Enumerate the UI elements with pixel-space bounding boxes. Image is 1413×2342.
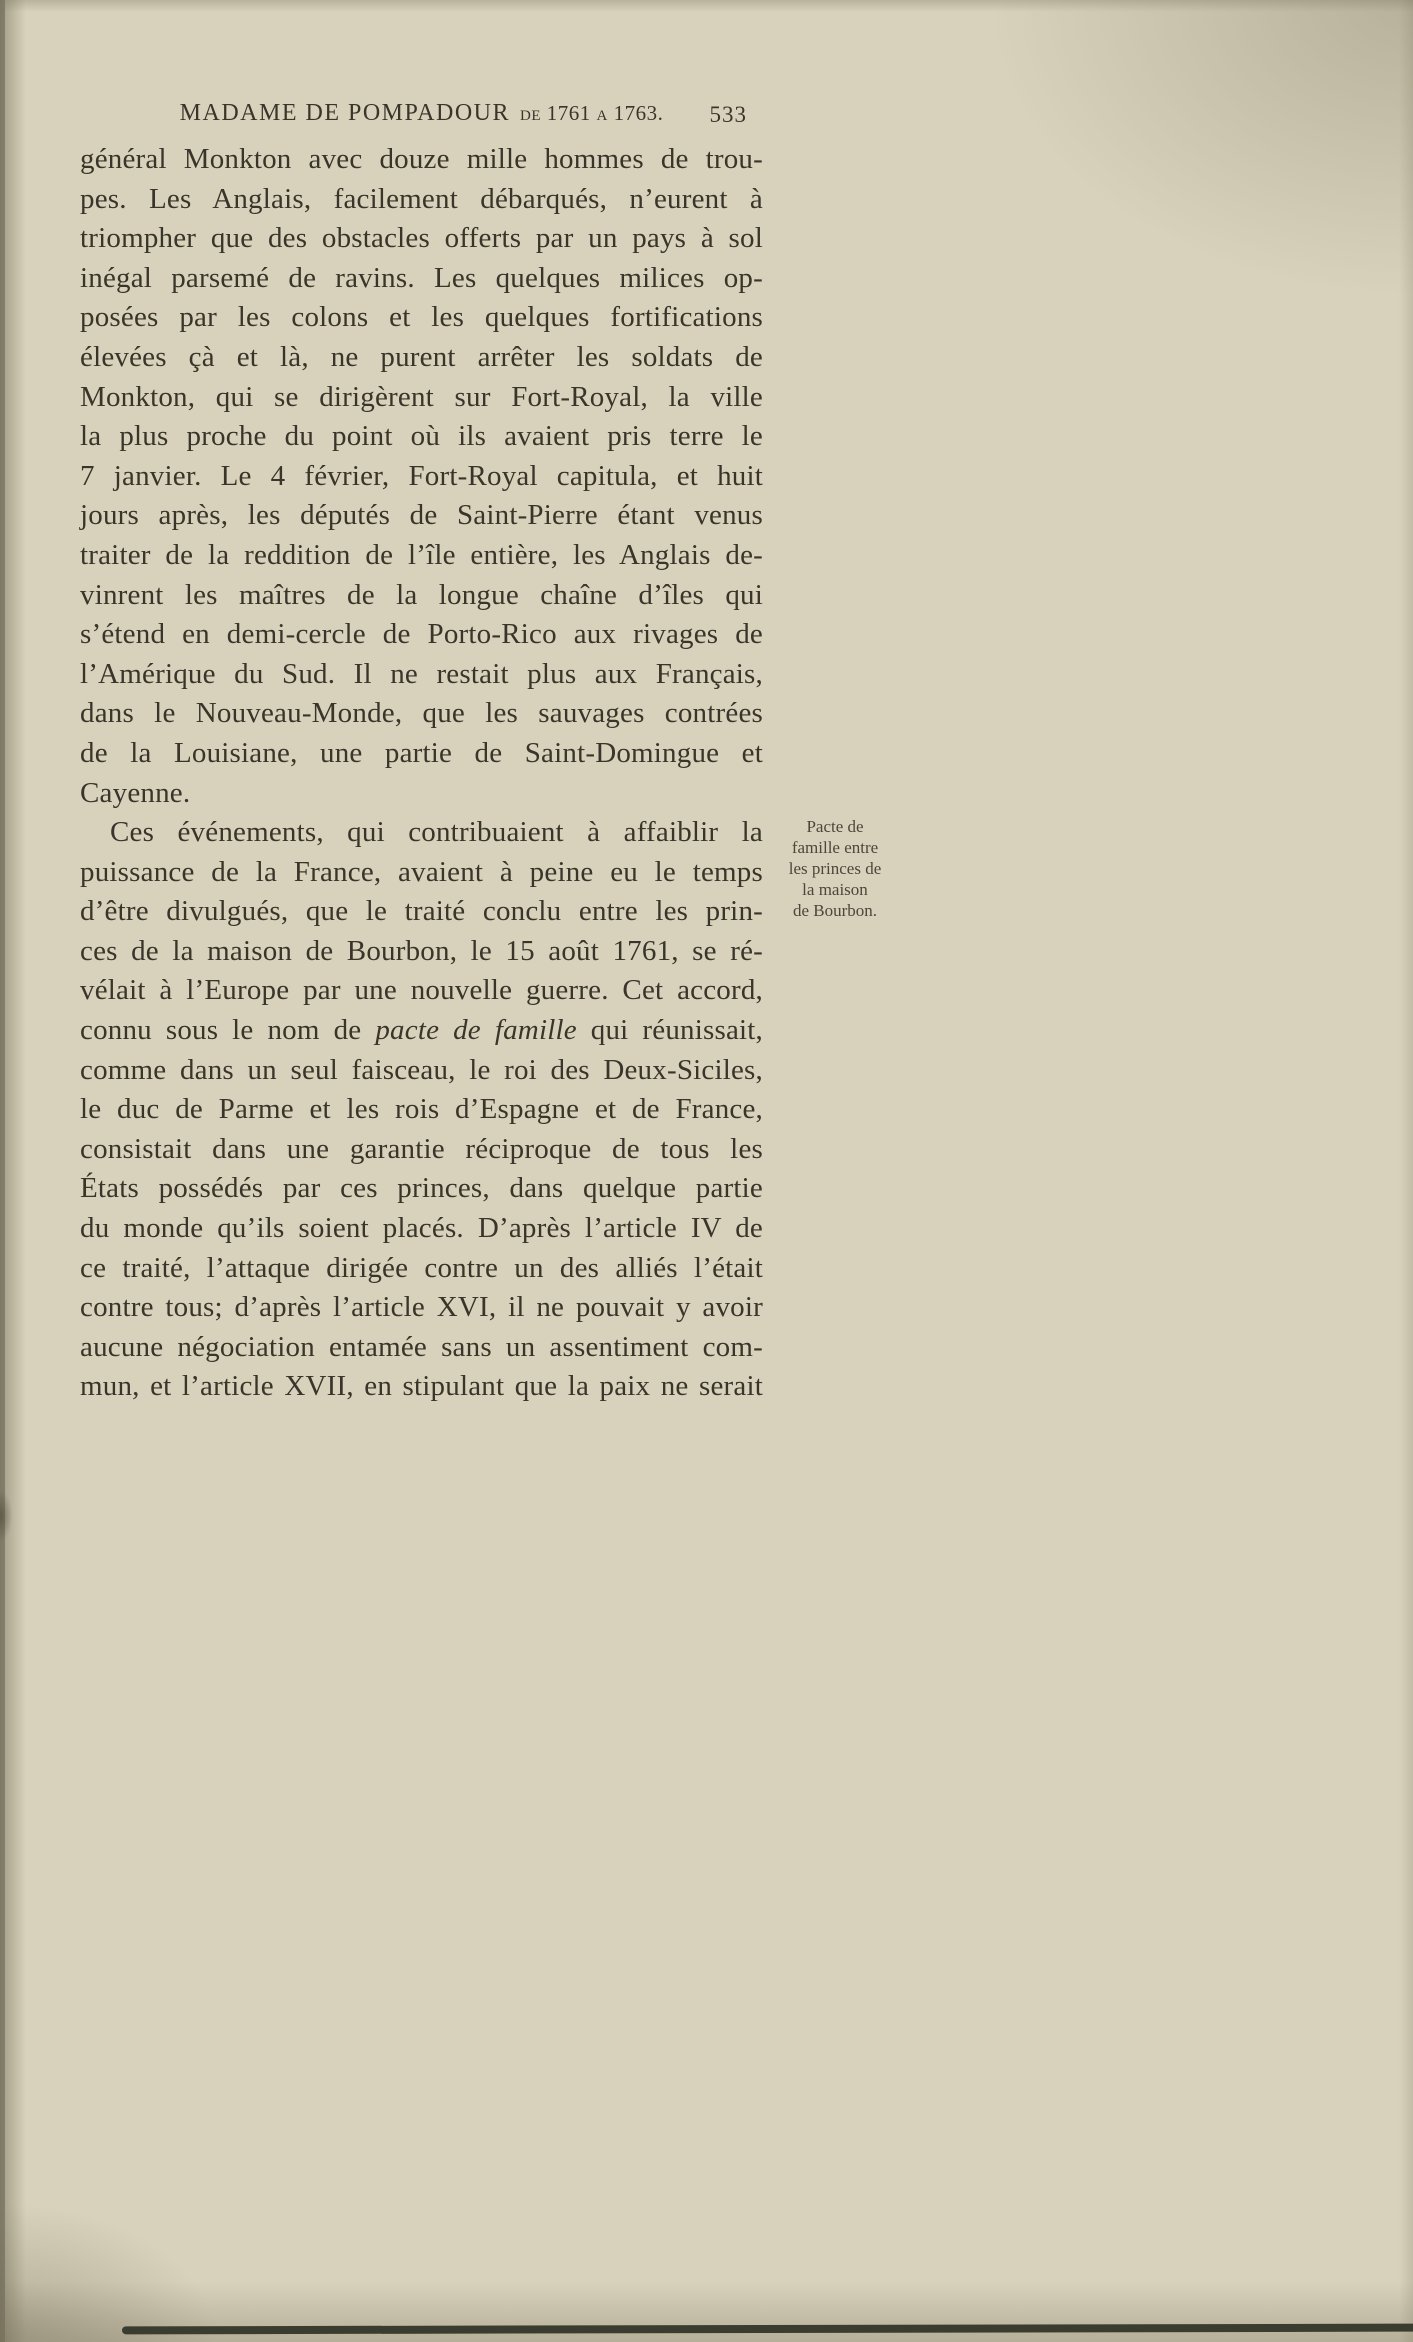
- text-line: d’être divulgués, que le traité conclu entre les prin-: [80, 895, 763, 928]
- text-line: la plus proche du point où ils avaient pris terre le: [80, 420, 763, 453]
- text-line: posées par les colons et les quelques fortifications: [80, 301, 763, 334]
- text-line: dans le Nouveau-Monde, que les sauvages contrées: [80, 697, 763, 730]
- text-line: comme dans un seul faisceau, le roi des Deux-Siciles,: [80, 1053, 763, 1086]
- running-header: [80, 100, 763, 127]
- text-line: de la Louisiane, une partie de Saint-Domingue et: [80, 736, 763, 769]
- text-line: 7 janvier. Le 4 février, Fort-Royal capitula, et huit: [80, 459, 763, 492]
- text-line: traiter de la reddition de l’île entière, les Anglais de-: [80, 538, 763, 571]
- page-edge-shadow-right: [1399, 0, 1413, 2342]
- text-line: s’étend en demi-cercle de Porto-Rico aux rivages de: [80, 618, 763, 651]
- text-line: consistait dans une garantie réciproque de tous les: [80, 1132, 763, 1165]
- page-number: 533: [709, 102, 747, 127]
- text-line: mun, et l’article XVII, en stipulant que la paix ne serait: [80, 1370, 763, 1403]
- text-line: jours après, les députés de Saint-Pierre étant venus: [80, 499, 763, 532]
- text-line: triompher que des obstacles offerts par un pays à sol: [80, 222, 763, 255]
- header-subtitle: de 1761 a 1763.: [520, 101, 664, 125]
- text-line: les princes de: [788, 859, 882, 878]
- text-line: pes. Les Anglais, facilement débarqués, n’eurent à: [80, 182, 763, 215]
- text-line: Ces événements, qui contribuaient à affaiblir la: [110, 816, 763, 849]
- text-line: Monkton, qui se dirigèrent sur Fort-Royal, la ville: [80, 380, 763, 413]
- text-line: élevées çà et là, ne purent arrêter les soldats de: [80, 340, 763, 373]
- page-corner-shadow-top-right: [983, 0, 1413, 300]
- text-line: le duc de Parme et les rois d’Espagne et de France,: [80, 1093, 763, 1126]
- text-line: famille entre: [791, 838, 879, 857]
- page-corner-shadow-bottom-left: [0, 2202, 220, 2342]
- text-line: vélait à l’Europe par une nouvelle guerre. Cet accord,: [80, 974, 763, 1007]
- page-blemish-left-edge: [0, 1492, 12, 1540]
- text-line: puissance de la France, avaient à peine eu le temps: [80, 855, 763, 888]
- text-line: de Bourbon.: [792, 901, 878, 920]
- text-segment: connu sous le nom de: [80, 1014, 376, 1047]
- header-title: MADAME DE POMPADOUR: [179, 100, 510, 126]
- text-line: général Monkton avec douze mille hommes de trou-: [80, 143, 763, 175]
- text-line: ces de la maison de Bourbon, le 15 août 1761, se ré-: [80, 934, 763, 967]
- text-line: inégal parsemé de ravins. Les quelques milices op-: [80, 261, 763, 294]
- text-line: aucune négociation entamée sans un assentiment com-: [80, 1330, 763, 1363]
- text-line: du monde qu’ils soient placés. D’après l’article IV de: [80, 1212, 763, 1245]
- page-edge-line-left: [0, 0, 5, 2342]
- paragraph-1: [80, 140, 763, 813]
- text-line: États possédés par ces princes, dans quelque partie: [80, 1172, 763, 1205]
- paragraph-2: [80, 813, 763, 1407]
- italic-text-segment: pacte de famille: [375, 1014, 577, 1047]
- text-line: contre tous; d’après l’article XVI, il ne pouvait y avoir: [80, 1291, 763, 1324]
- text-segment: qui réunissait,: [576, 1014, 763, 1047]
- text-line: Cayenne.: [80, 776, 191, 809]
- text-line: la maison: [802, 880, 868, 899]
- text-line: [80, 1011, 763, 1051]
- text-line: ce traité, l’attaque dirigée contre un des alliés l’était: [80, 1251, 763, 1284]
- body-text: [80, 140, 763, 1407]
- text-line: vinrent les maîtres de la longue chaîne d’îles qui: [80, 578, 763, 611]
- text-line: l’Amérique du Sud. Il ne restait plus aux Français,: [80, 657, 763, 690]
- text-line: Pacte de: [806, 817, 864, 836]
- margin-note: [760, 816, 910, 921]
